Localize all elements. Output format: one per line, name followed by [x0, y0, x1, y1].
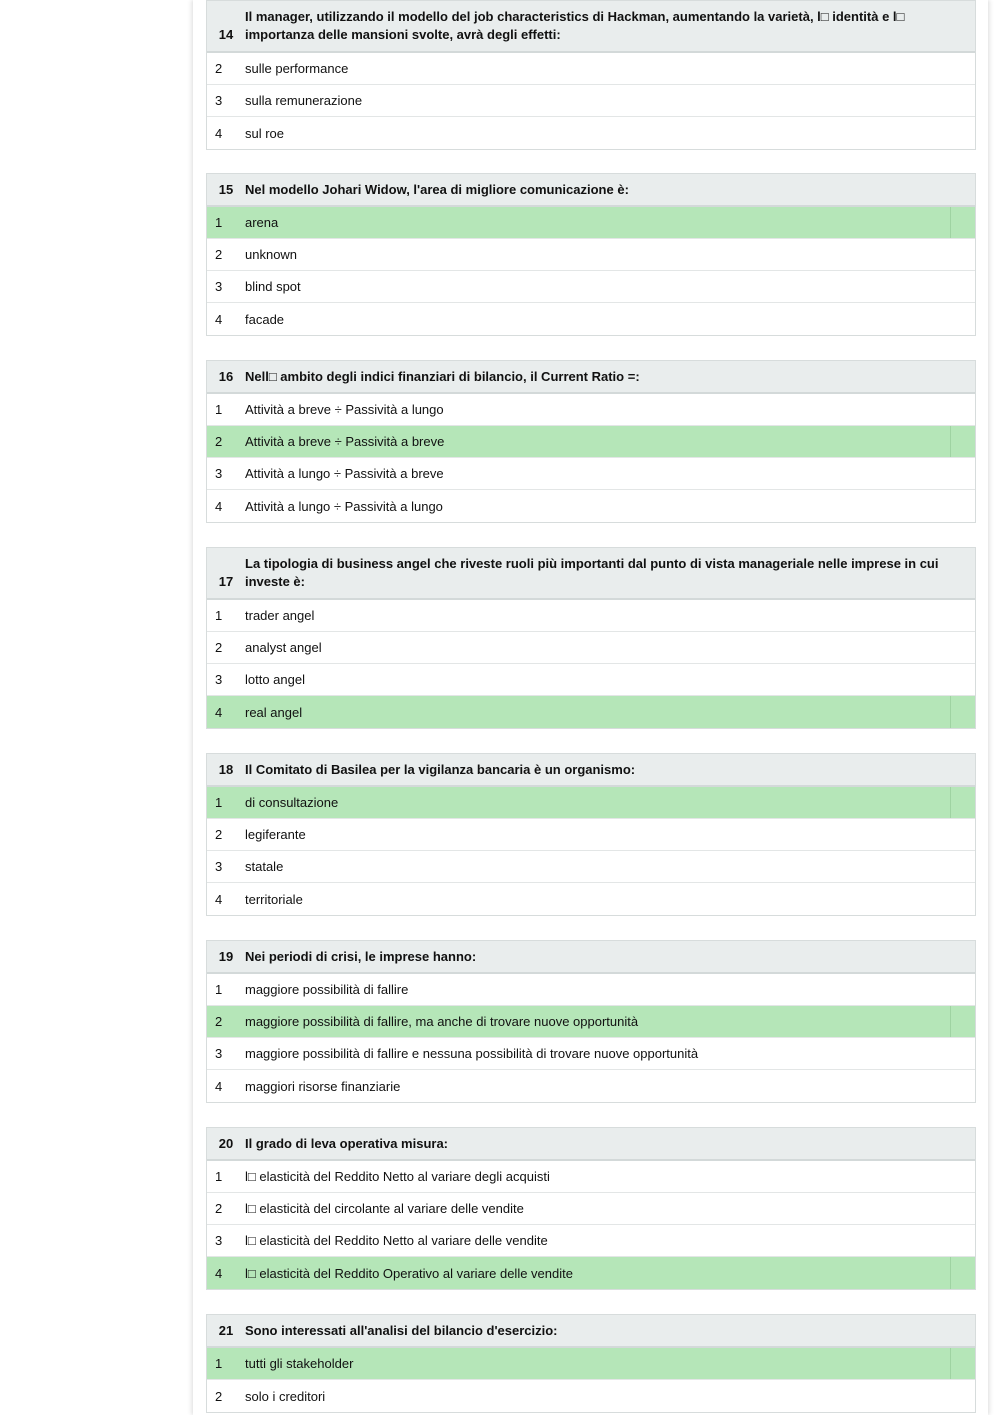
question-text: Il manager, utilizzando il modello del job characteristics di Hackman, aumentando la varietà, l□ identità e l□ importanza delle mansioni svolte, avrà degli effetti: — [245, 9, 905, 42]
option-text: maggiore possibilità di fallire — [245, 982, 409, 997]
question-header — [207, 1128, 975, 1161]
option-text: Attività a breve ÷ Passività a lungo — [245, 402, 444, 417]
option-text: maggiori risorse finanziarie — [245, 1078, 401, 1094]
answer-option — [207, 819, 975, 851]
answer-option — [207, 271, 975, 303]
answer-option — [207, 1225, 975, 1257]
option-text: solo i creditori — [245, 1388, 326, 1404]
answer-option — [207, 632, 975, 664]
option-text: sul roe — [245, 125, 285, 141]
option-number: 4 — [215, 1078, 223, 1094]
option-number: 3 — [215, 93, 223, 108]
option-text: territoriale — [245, 891, 303, 907]
answer-option-correct — [207, 1006, 975, 1038]
question-block — [206, 940, 976, 1103]
option-number: 1 — [215, 215, 223, 230]
option-number: 3 — [215, 672, 223, 687]
option-number: 4 — [215, 125, 223, 141]
option-text: Attività a lungo ÷ Passività a lungo — [245, 498, 443, 514]
question-block — [206, 173, 976, 336]
option-number: 4 — [215, 891, 223, 907]
question-header — [207, 548, 975, 600]
answer-option — [207, 53, 975, 85]
question-header — [207, 361, 975, 394]
option-number: 1 — [215, 1356, 223, 1371]
question-header — [207, 1, 975, 53]
answer-option — [207, 600, 975, 632]
question-text: Il grado di leva operativa misura: — [245, 1135, 449, 1151]
answer-option — [207, 974, 975, 1006]
option-number: 4 — [215, 311, 223, 327]
question-text: Nei periodi di crisi, le imprese hanno: — [245, 948, 477, 964]
option-number: 3 — [215, 466, 223, 481]
question-number: 17 — [218, 574, 234, 589]
left-margin — [0, 0, 193, 1415]
option-text: l□ elasticità del circolante al variare delle vendite — [245, 1201, 524, 1216]
question-block — [206, 753, 976, 916]
option-number: 1 — [215, 1169, 223, 1184]
option-number: 1 — [215, 608, 223, 623]
option-text: legiferante — [245, 827, 306, 842]
option-text: sulla remunerazione — [245, 93, 363, 108]
answer-option-correct — [207, 207, 975, 239]
question-header — [207, 941, 975, 974]
answer-option — [207, 1038, 975, 1070]
question-header — [207, 754, 975, 787]
answer-option-correct — [207, 696, 975, 728]
question-text: La tipologia di business angel che riveste ruoli più importanti dal punto di vista manageriale nelle imprese in cui investe è: — [245, 556, 939, 589]
question-header — [207, 1315, 975, 1348]
question-text: Sono interessati all'analisi del bilancio d'esercizio: — [245, 1322, 558, 1338]
option-text: maggiore possibilità di fallire e nessuna possibilità di trovare nuove opportunità — [245, 1046, 699, 1061]
option-text: arena — [245, 215, 279, 230]
answer-option — [207, 458, 975, 490]
option-number: 2 — [215, 827, 223, 842]
option-text: l□ elasticità del Reddito Netto al variare degli acquisti — [245, 1169, 550, 1184]
option-text: maggiore possibilità di fallire, ma anche di trovare nuove opportunità — [245, 1014, 639, 1029]
option-number: 2 — [215, 1388, 223, 1404]
answer-option — [207, 851, 975, 883]
question-block — [206, 547, 976, 729]
question-text: Nell□ ambito degli indici finanziari di bilancio, il Current Ratio =: — [245, 368, 640, 384]
answer-option — [207, 883, 975, 915]
option-number: 2 — [215, 247, 223, 262]
question-block — [206, 1127, 976, 1290]
option-number: 2 — [215, 1014, 223, 1029]
option-number: 1 — [215, 982, 223, 997]
option-text: blind spot — [245, 279, 301, 294]
answer-option — [207, 1380, 975, 1412]
option-text: statale — [245, 859, 284, 874]
option-text: tutti gli stakeholder — [245, 1356, 354, 1371]
answer-option-correct — [207, 787, 975, 819]
option-text: lotto angel — [245, 672, 305, 687]
answer-option — [207, 394, 975, 426]
option-number: 2 — [215, 640, 223, 655]
question-number: 15 — [218, 182, 234, 197]
option-text: unknown — [245, 247, 298, 262]
option-number: 2 — [215, 1201, 223, 1216]
answer-option — [207, 664, 975, 696]
question-number: 20 — [218, 1136, 234, 1151]
question-number: 19 — [218, 949, 234, 964]
option-number: 4 — [215, 704, 223, 720]
answer-option — [207, 1070, 975, 1102]
question-header — [207, 174, 975, 207]
question-text: Nel modello Johari Widow, l'area di migliore comunicazione è: — [245, 181, 629, 197]
answer-option — [207, 1193, 975, 1225]
option-number: 3 — [215, 1233, 223, 1248]
question-block — [206, 1314, 976, 1413]
question-block — [206, 0, 976, 150]
answer-option — [207, 1161, 975, 1193]
question-number: 18 — [218, 762, 234, 777]
option-number: 1 — [215, 402, 223, 417]
option-number: 3 — [215, 1046, 223, 1061]
answer-option — [207, 239, 975, 271]
question-block — [206, 360, 976, 523]
answer-option — [207, 303, 975, 335]
option-number: 3 — [215, 279, 223, 294]
answer-option — [207, 117, 975, 149]
option-text: di consultazione — [245, 795, 339, 810]
option-text: real angel — [245, 704, 303, 720]
option-number: 2 — [215, 61, 223, 76]
option-text: Attività a lungo ÷ Passività a breve — [245, 466, 444, 481]
option-text: trader angel — [245, 608, 315, 623]
answer-option-correct — [207, 1348, 975, 1380]
answer-option-correct — [207, 426, 975, 458]
option-number: 1 — [215, 795, 223, 810]
option-text: l□ elasticità del Reddito Operativo al variare delle vendite — [245, 1265, 573, 1281]
option-number: 4 — [215, 498, 223, 514]
answer-option-correct — [207, 1257, 975, 1289]
question-number: 16 — [218, 369, 234, 384]
option-text: l□ elasticità del Reddito Netto al variare delle vendite — [245, 1233, 548, 1248]
option-number: 3 — [215, 859, 223, 874]
question-number: 14 — [218, 27, 234, 42]
answer-option — [207, 85, 975, 117]
question-number: 21 — [218, 1323, 234, 1338]
question-text: Il Comitato di Basilea per la vigilanza bancaria è un organismo: — [245, 761, 636, 777]
option-number: 2 — [215, 434, 223, 449]
option-text: facade — [245, 311, 285, 327]
option-text: sulle performance — [245, 61, 349, 76]
option-text: analyst angel — [245, 640, 322, 655]
option-text: Attività a breve ÷ Passività a breve — [245, 434, 445, 449]
answer-option — [207, 490, 975, 522]
option-number: 4 — [215, 1265, 223, 1281]
